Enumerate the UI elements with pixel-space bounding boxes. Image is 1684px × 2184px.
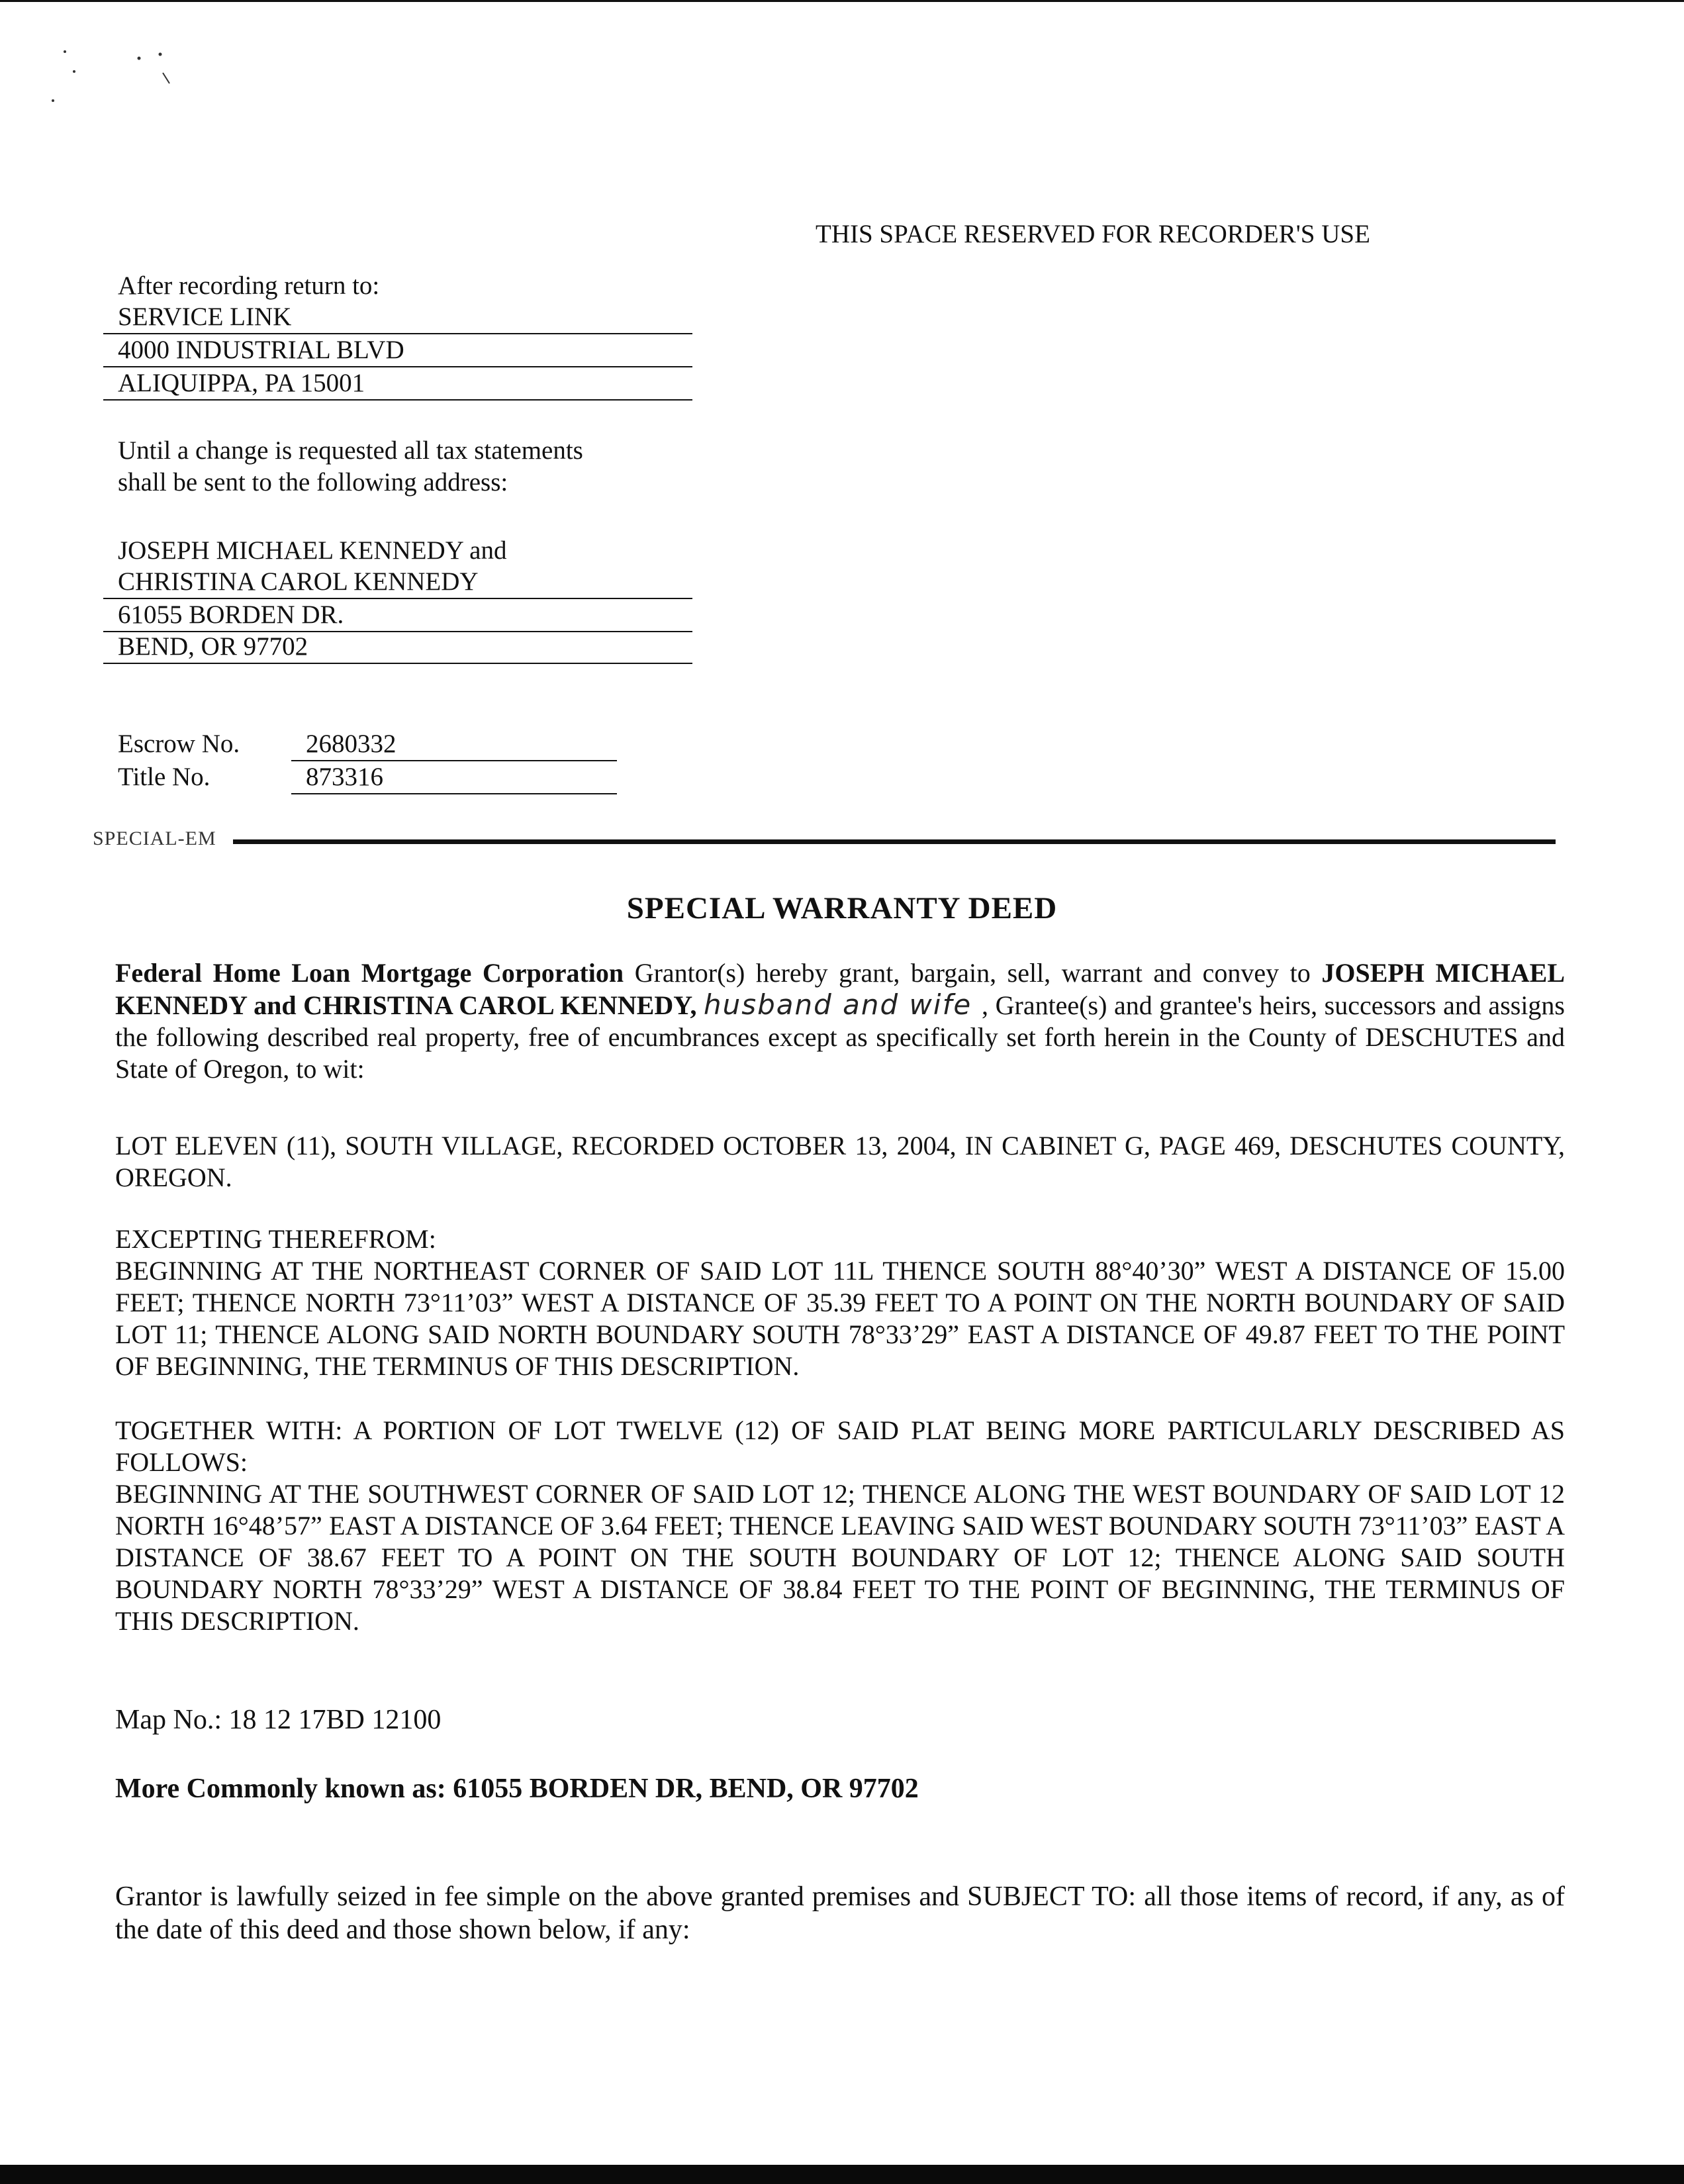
tax-heading-line: Until a change is requested all tax statements xyxy=(118,436,583,465)
grant-paragraph xyxy=(115,957,1565,1085)
return-to-line: ALIQUIPPA, PA 15001 xyxy=(103,367,692,401)
tax-heading-line: shall be sent to the following address: xyxy=(118,468,508,497)
grantee-names: JOSEPH MICHAEL KENNEDY and CHRISTINA CAROL KENNEDY, xyxy=(115,958,1566,1020)
return-to-heading: After recording return to: xyxy=(118,271,380,300)
scan-top-edge xyxy=(0,0,1684,2)
title-number: 873316 xyxy=(291,761,617,794)
escrow-number: 2680332 xyxy=(291,728,617,761)
map-number: Map No.: 18 12 17BD 12100 xyxy=(115,1705,442,1735)
scan-bottom-edge xyxy=(0,2165,1684,2184)
seized-clause: Grantor is lawfully seized in fee simple on the above granted premises and SUBJECT TO: all those items of record, if any, as of the date of this deed and those shown below, if any: xyxy=(115,1881,1565,1945)
scan-specks xyxy=(40,40,199,113)
legal-description: LOT ELEVEN (11), SOUTH VILLAGE, RECORDED OCTOBER 13, 2004, IN CABINET G, PAGE 469, DESCHUTES COUNTY, OREGON. xyxy=(115,1131,1565,1192)
tax-address-line: JOSEPH MICHAEL KENNEDY and xyxy=(118,536,507,565)
return-to-line: SERVICE LINK xyxy=(103,301,692,334)
speck xyxy=(138,57,141,60)
deed-title: SPECIAL WARRANTY DEED xyxy=(626,891,1058,926)
return-to-line: 4000 INDUSTRIAL BLVD xyxy=(103,334,692,367)
grant-text-continued: , Grantee(s) and grantee's heirs, successors and assigns the following described real property, free of encumbrances except as specifically set forth herein in the County of DESCHUTES and State of Oregon, to wit: xyxy=(115,990,1566,1084)
tax-address-line: 61055 BORDEN DR. xyxy=(103,599,692,632)
escrow-label: Escrow No. xyxy=(118,730,240,758)
speck-stroke xyxy=(163,73,169,83)
together-text: BEGINNING AT THE SOUTHWEST CORNER OF SAID LOT 12; THENCE ALONG THE WEST BOUNDARY OF SAID LOT 12 NORTH 16°48’57” EAST A DISTANCE OF 3.64 FEET; THENCE LEAVING SAID WEST BOUNDARY SOUTH 73°11’03” EAST A DISTANCE OF 38.67 FEET TO A POINT ON THE SOUTH BOUNDARY OF LOT 12; THENCE ALONG SAID SOUTH BOUNDARY NORTH 78°33’29” WEST A DISTANCE OF 38.84 FEET TO THE POINT OF BEGINNING, THE TERMINUS OF THIS DESCRIPTION. xyxy=(115,1479,1565,1636)
speck xyxy=(64,50,66,53)
tax-address-line: CHRISTINA CAROL KENNEDY xyxy=(103,566,692,599)
speck xyxy=(159,53,162,56)
tax-address-line: BEND, OR 97702 xyxy=(103,631,692,664)
speck xyxy=(52,99,54,102)
section-divider xyxy=(233,839,1556,844)
speck xyxy=(73,70,75,73)
grant-text: Grantor(s) hereby grant, bargain, sell, warrant and convey to xyxy=(624,958,1322,988)
form-code: SPECIAL-EM xyxy=(93,828,216,849)
together-heading: TOGETHER WITH: A PORTION OF LOT TWELVE (12) OF SAID PLAT BEING MORE PARTICULARLY DESCRIBED AS FOLLOWS: xyxy=(115,1415,1565,1477)
recorder-use-header: THIS SPACE RESERVED FOR RECORDER'S USE xyxy=(816,220,1370,248)
excepting-heading: EXCEPTING THEREFROM: xyxy=(115,1224,436,1254)
commonly-known-address: More Commonly known as: 61055 BORDEN DR, BEND, OR 97702 xyxy=(115,1774,919,1804)
title-label: Title No. xyxy=(118,763,210,791)
handwritten-relationship: husband and wife xyxy=(704,988,972,1021)
excepting-text: BEGINNING AT THE NORTHEAST CORNER OF SAID LOT 11L THENCE SOUTH 88°40’30” WEST A DISTANCE OF 15.00 FEET; THENCE NORTH 73°11’03” WEST A DISTANCE OF 35.39 FEET TO A POINT ON THE NORTH BOUNDARY OF SAID LOT 11; THENCE ALONG SAID NORTH BOUNDARY SOUTH 78°33’29” EAST A DISTANCE OF 49.87 FEET TO THE POINT OF BEGINNING, THE TERMINUS OF THIS DESCRIPTION. xyxy=(115,1256,1565,1381)
grantor-name: Federal Home Loan Mortgage Corporation xyxy=(115,958,624,988)
